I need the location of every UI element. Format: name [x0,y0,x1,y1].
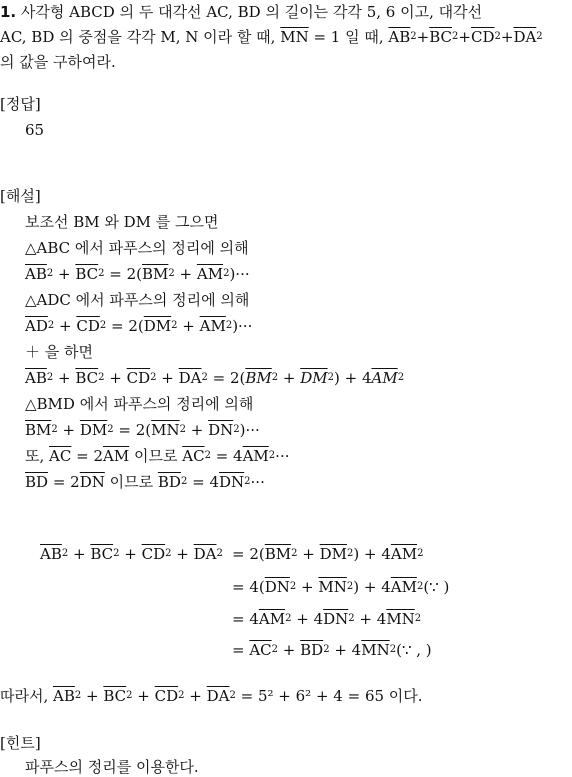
problem-line-2: AC, BD 의 중점을 각각 M, N 이라 할 때, $\overline{MN} = 1$ 일 때, $\overline{AB}^2+\overline{BC}^2+\overline{CD}^2+\overline{DA}^2$ [0,28,543,46]
derivation-lhs: $\overline{AB}^2 + \overline{BC}^2 + \overline{CD}^2 + \overline{DA}^2$ [40,545,223,563]
expl-eq-2: $\overline{AD}^2 + \overline{CD}^2 = 2(\overline{DM}^2 + \overline{AM}^2)\cdot\cdot\cdot$ [25,317,253,335]
problem-line-3: 의 값을 구하여라. [0,53,116,71]
expl-eq-1: $\overline{AB}^2 + \overline{BC}^2 = 2(\overline{BM}^2 + \overline{AM}^2)\cdot\cdot\cdot$ [25,265,250,283]
expl-line-4: △ADC 에서 파푸스의 정리에 의해 [25,291,250,309]
explanation-label: [해설] [0,187,41,205]
answer-value: 65 [25,121,45,139]
expl-line-6: ＋ 을 하면 [25,343,94,361]
problem-line-1 [0,2,482,22]
derivation-row-3: = $4\overline{AM}^2 + 4\overline{DN}^2 + 4\overline{MN}^2$ [232,610,422,628]
derivation-row-2: = $4(\overline{DN}^2 + \overline{MN}^2)$ + $4\overline{AM}^2(\because$ ) [232,578,450,596]
derivation-row-1: = $2(\overline{BM}^2 + \overline{DM}^2) + 4\overline{AM}^2$ [232,545,424,563]
expl-eq-3: $\overline{AB}^2 + \overline{BC}^2 + \overline{CD}^2 + \overline{DA}^2 = 2(\overline{BM}^2 + \overline{DM}^2) + 4\overline{AM}^2$ [25,369,405,387]
hint-label: [힌트] [0,734,41,752]
expl-line-2: △ABC 에서 파푸스의 정리에 의해 [25,239,249,257]
expl-line-1: 보조선 BM 와 DM 를 그으면 [25,213,219,231]
hint-text: 파푸스의 정리를 이용한다. [25,758,199,776]
answer-label: [정답] [0,95,41,113]
problem-number: 1. [0,3,17,21]
expl-eq-4: $\overline{BM}^2 + \overline{DM}^2 = 2(\overline{MN}^2 + \overline{DN}^2)\cdot\cdot\cdot$ [25,421,260,439]
problem-text-1: 사각형 ABCD 의 두 대각선 AC, BD 의 길이는 각각 5, 6 이고, 대각선 [20,3,483,21]
expl-eq-5: 또, $\overline{AC} = 2\overline{AM}$ 이므로 $\overline{AC}^2 = 4\overline{AM}^2\cdot\cdot\cdot$ [25,447,290,465]
final-line: 따라서, $\overline{AB}^2 + \overline{BC}^2 + \overline{CD}^2 + \overline{DA}^2 = 5^2 + 6^2 + 4 = 65$ 이다. [0,687,423,705]
expl-eq-6: $\overline{BD} = 2\overline{DN}$ 이므로 $\overline{BD}^2 = 4\overline{DN}^2\cdot\cdot\cdot$ [25,473,265,491]
expl-line-8: △BMD 에서 파푸스의 정리에 의해 [25,395,254,413]
derivation-row-4: = $\overline{AC}^2 + \overline{BD}^2$ + $4\overline{MN}^2(\because$ , ) [232,641,432,659]
